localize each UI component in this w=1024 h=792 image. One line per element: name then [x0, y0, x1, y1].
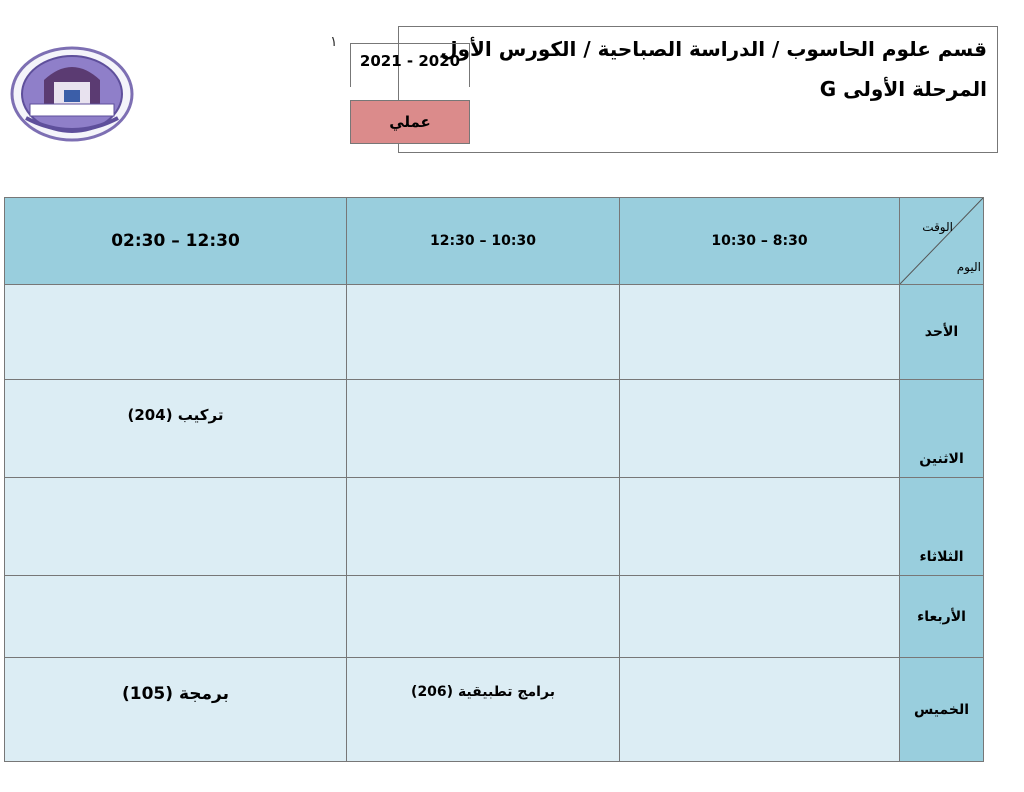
- corner-time-label: الوقت: [922, 220, 953, 234]
- time-slot-header: 8:30 – 10:30: [620, 198, 900, 285]
- day-label: الخميس: [900, 658, 984, 762]
- day-row-thursday: [5, 658, 984, 762]
- schedule-cell: [347, 285, 620, 380]
- schedule-cell: [620, 285, 900, 380]
- schedule-cell: [620, 380, 900, 478]
- time-header-row: [5, 198, 984, 285]
- schedule-cell: [347, 380, 620, 478]
- class-type-badge: عملي: [350, 100, 470, 144]
- academic-year-box: 2021 - 2020: [350, 43, 470, 87]
- day-row-wednesday: [5, 576, 984, 658]
- stage-line: المرحلة الأولى G: [819, 77, 987, 101]
- schedule-cell: [5, 576, 347, 658]
- schedule-cell: تركيب (204): [5, 380, 347, 478]
- schedule-cell: [620, 478, 900, 576]
- day-label: الأربعاء: [900, 576, 984, 658]
- day-label: الأحد: [900, 285, 984, 380]
- college-seal-logo: [10, 46, 134, 142]
- day-label: الاثنين: [900, 380, 984, 478]
- day-row-tuesday: [5, 478, 984, 576]
- schedule-cell: [620, 658, 900, 762]
- department-line: قسم علوم الحاسوب / الدراسة الصباحية / الكورس الأول: [440, 37, 987, 61]
- time-slot-header: 12:30 – 02:30: [5, 198, 347, 285]
- corner-day-label: اليوم: [956, 260, 981, 274]
- schedule-cell: برامج تطبيقية (206): [347, 658, 620, 762]
- header-tick-mark: ١: [330, 34, 338, 50]
- header-info-box: [398, 26, 998, 153]
- day-label: الثلاثاء: [900, 478, 984, 576]
- schedule-cell: برمجة (105): [5, 658, 347, 762]
- corner-header-cell: [900, 198, 984, 285]
- schedule-cell: [620, 576, 900, 658]
- day-row-sunday: [5, 285, 984, 380]
- day-row-monday: [5, 380, 984, 478]
- schedule-cell: [5, 478, 347, 576]
- weekly-schedule-table: [4, 197, 984, 762]
- schedule-cell: [347, 576, 620, 658]
- time-slot-header: 10:30 – 12:30: [347, 198, 620, 285]
- schedule-cell: [5, 285, 347, 380]
- schedule-cell: [347, 478, 620, 576]
